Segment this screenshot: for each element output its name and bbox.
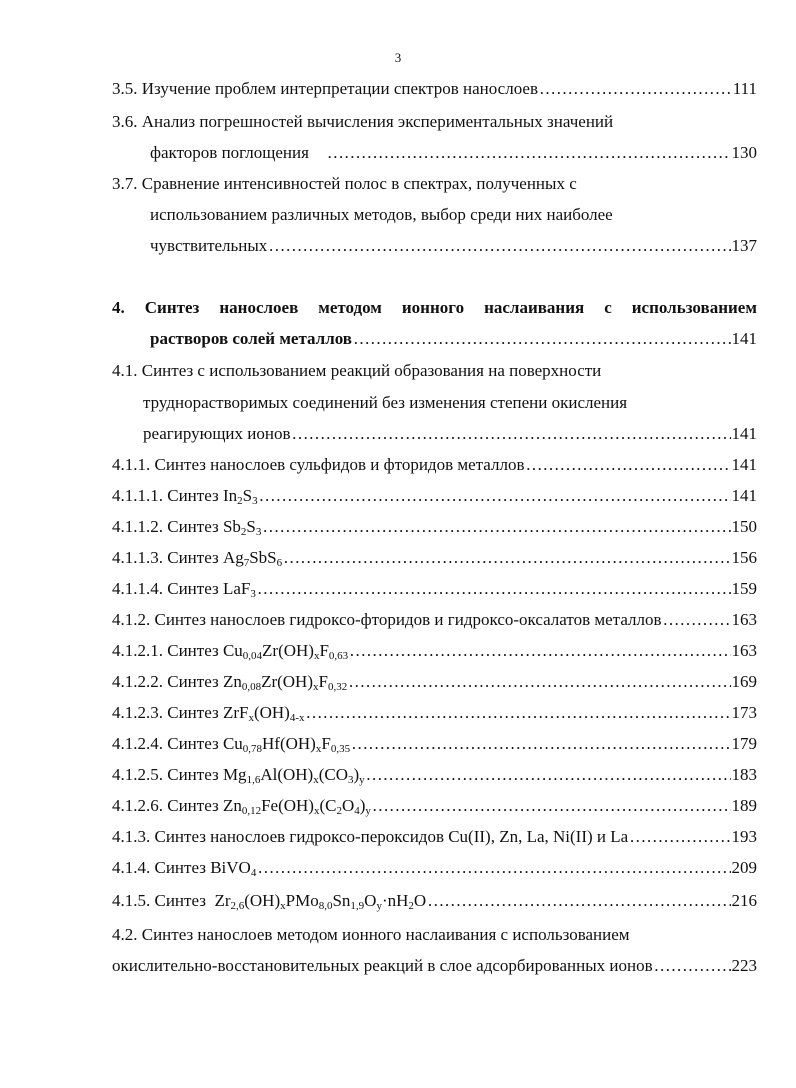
toc-entry-title: 4.1.2.5. Синтез $Mg_{1,6}Al(OH)_x(CO_3)_y$ bbox=[112, 765, 365, 786]
toc-entry-title: 4.1.3. Синтез нанослоев гидроксо-пероксидов Cu(II), Zn, La, Ni(II) и La bbox=[112, 827, 629, 846]
toc-entry-3-5[interactable] bbox=[112, 79, 757, 99]
toc-entry-title: окислительно-восстановительных реакций в слое адсорбированных ионов bbox=[112, 956, 653, 975]
toc-page-number: 111 bbox=[732, 79, 757, 98]
dot-leader bbox=[353, 329, 731, 349]
dot-leader bbox=[525, 455, 730, 475]
toc-entry-4-1-1-4[interactable] bbox=[112, 579, 757, 604]
heading-word: использованием bbox=[631, 298, 757, 317]
toc-entry-title: 4.1.4. Синтез BiVO$_4$ bbox=[112, 858, 257, 879]
toc-entry-title: 3.5. Изучение проблем интерпретации спектров нанослоев bbox=[112, 79, 538, 98]
dot-leader bbox=[327, 143, 731, 163]
toc-page-number: 137 bbox=[731, 236, 757, 255]
toc-entry-title: растворов солей металлов bbox=[150, 329, 352, 348]
toc-page-number: 141 bbox=[731, 486, 757, 505]
toc-entry-3-6-line1: 3.6. Анализ погрешностей вычисления экспериментальных значений bbox=[112, 112, 614, 131]
dot-leader bbox=[257, 579, 731, 599]
dot-leader bbox=[283, 548, 730, 568]
toc-entry-title: 4.1.1.3. Синтез $Ag_7SbS_6$ bbox=[112, 548, 283, 569]
dot-leader bbox=[306, 703, 731, 723]
toc-page-number: 189 bbox=[731, 796, 757, 815]
toc-entry-title: 4.1.2.6. Синтез $Zn_{0,12}Fe(OH)_x(C_2O_4)_y$ bbox=[112, 796, 371, 817]
toc-entry-3-7-line1: 3.7. Сравнение интенсивностей полос в спектрах, полученных с bbox=[112, 174, 577, 193]
dot-leader bbox=[351, 734, 730, 754]
toc-entry-4-1-3[interactable] bbox=[112, 827, 757, 847]
toc-entry-4-1-2-5[interactable] bbox=[112, 765, 757, 790]
toc-entry-4-1-2-6[interactable] bbox=[112, 796, 757, 821]
toc-entry-4-1-1-2[interactable] bbox=[112, 517, 757, 542]
toc-page-number: 141 bbox=[731, 329, 757, 348]
dot-leader bbox=[629, 827, 730, 847]
dot-leader bbox=[348, 672, 730, 692]
heading-word: Синтез bbox=[144, 298, 200, 317]
toc-entry-4-1-line2: труднорастворимых соединений без изменения степени окисления bbox=[143, 393, 628, 412]
toc-entry-title: 4.1.1. Синтез нанослоев сульфидов и фторидов металлов bbox=[112, 455, 525, 474]
toc-entry-4-1-5[interactable] bbox=[112, 891, 757, 916]
toc-page-number: 141 bbox=[731, 424, 757, 443]
dot-leader bbox=[654, 956, 731, 976]
dot-leader bbox=[372, 796, 731, 816]
toc-entry-3-6[interactable] bbox=[150, 143, 757, 163]
toc-page-number: 163 bbox=[731, 610, 757, 629]
toc-entry-4-1-line1: 4.1. Синтез с использованием реакций образования на поверхности bbox=[112, 361, 602, 380]
toc-page-number: 173 bbox=[731, 703, 757, 722]
dot-leader bbox=[262, 517, 730, 537]
toc-entry-4-2[interactable] bbox=[112, 956, 757, 976]
toc-entry-4-1-1-1[interactable] bbox=[112, 486, 757, 511]
toc-entry-3-7[interactable] bbox=[150, 236, 757, 256]
heading-word: с bbox=[604, 298, 612, 317]
dot-leader bbox=[268, 236, 730, 256]
toc-entry-4-1-2-3[interactable] bbox=[112, 703, 757, 728]
toc-entry-title: 4.1.5. Синтез $Zr_{2,6}(OH)_xPMo_{8,0}Sn_{1,9}O_y\cdot nH_2O$ bbox=[112, 891, 427, 912]
toc-entry-title: 4.1.2.4. Синтез $Cu_{0,78}Hf(OH)_xF_{0,35}$ bbox=[112, 734, 351, 755]
toc-entry-title: реагирующих ионов bbox=[143, 424, 291, 443]
toc-entry-title: факторов поглощения bbox=[150, 143, 309, 162]
dot-leader bbox=[663, 610, 731, 630]
toc-entry-4-1-1-3[interactable] bbox=[112, 548, 757, 573]
toc-page-number: 216 bbox=[731, 891, 757, 910]
toc-entry-4-1-2-2[interactable] bbox=[112, 672, 757, 697]
toc-page-number: 223 bbox=[731, 956, 757, 975]
heading-word: нанослоев bbox=[219, 298, 299, 317]
toc-entry-4-1[interactable] bbox=[143, 424, 757, 444]
toc-page-number: 179 bbox=[731, 734, 757, 753]
toc-entry-4[interactable] bbox=[150, 329, 757, 349]
toc-entry-title: 4.1.1.2. Синтез $Sb_2S_3$ bbox=[112, 517, 262, 538]
heading-word: 4. bbox=[112, 298, 125, 317]
toc-entry-4-2-line1: 4.2. Синтез нанослоев методом ионного наслаивания с использованием bbox=[112, 925, 630, 944]
toc-entry-4-1-4[interactable] bbox=[112, 858, 757, 883]
heading-word: наслаивания bbox=[484, 298, 585, 317]
toc-page-number: 193 bbox=[731, 827, 757, 846]
toc-entry-4-1-2-1[interactable] bbox=[112, 641, 757, 666]
toc-entry-title: 4.1.2.2. Синтез $Zn_{0,08}Zr(OH)_xF_{0,32}$ bbox=[112, 672, 348, 693]
dot-leader bbox=[427, 891, 730, 911]
toc-entry-title: 4.1.1.4. Синтез LaF$_3$ bbox=[112, 579, 256, 600]
toc-entry-4-1-1[interactable] bbox=[112, 455, 757, 475]
toc-entry-title: 4.1.2.3. Синтез $ZrF_x(OH)_{4-x}$ bbox=[112, 703, 305, 724]
toc-page-number: 163 bbox=[731, 641, 757, 660]
dot-leader bbox=[259, 486, 731, 506]
toc-entry-title: 4.1.2. Синтез нанослоев гидроксо-фторидов и гидроксо-оксалатов металлов bbox=[112, 610, 662, 629]
toc-entry-3-7-line2: использованием различных методов, выбор среди них наиболее bbox=[150, 205, 613, 224]
toc-page-number: 141 bbox=[731, 455, 757, 474]
toc-entry-4-1-2[interactable] bbox=[112, 610, 757, 630]
toc-page-number: 183 bbox=[731, 765, 757, 784]
chapter-4-heading[interactable] bbox=[112, 298, 757, 318]
toc-entry-title: 4.1.2.1. Синтез $Cu_{0,04}Zr(OH)_xF_{0,63}$ bbox=[112, 641, 349, 662]
toc-page-number: 159 bbox=[731, 579, 757, 598]
dot-leader bbox=[257, 858, 730, 878]
heading-word: ионного bbox=[401, 298, 465, 317]
toc-entry-title: чувствительных bbox=[150, 236, 268, 255]
dot-leader bbox=[349, 641, 730, 661]
toc-entry-title: 4.1.1.1. Синтез $In_2S_3$ bbox=[112, 486, 258, 507]
toc-page-number: 130 bbox=[731, 143, 757, 162]
dot-leader bbox=[292, 424, 731, 444]
toc-page-number: 169 bbox=[731, 672, 757, 691]
toc-page-number: 150 bbox=[731, 517, 757, 536]
toc-entry-4-1-2-4[interactable] bbox=[112, 734, 757, 759]
heading-word: методом bbox=[318, 298, 382, 317]
dot-leader bbox=[366, 765, 731, 785]
page-number: 3 bbox=[394, 50, 402, 65]
toc-page-number: 209 bbox=[731, 858, 757, 877]
toc-page-number: 156 bbox=[731, 548, 757, 567]
dot-leader bbox=[539, 79, 732, 99]
